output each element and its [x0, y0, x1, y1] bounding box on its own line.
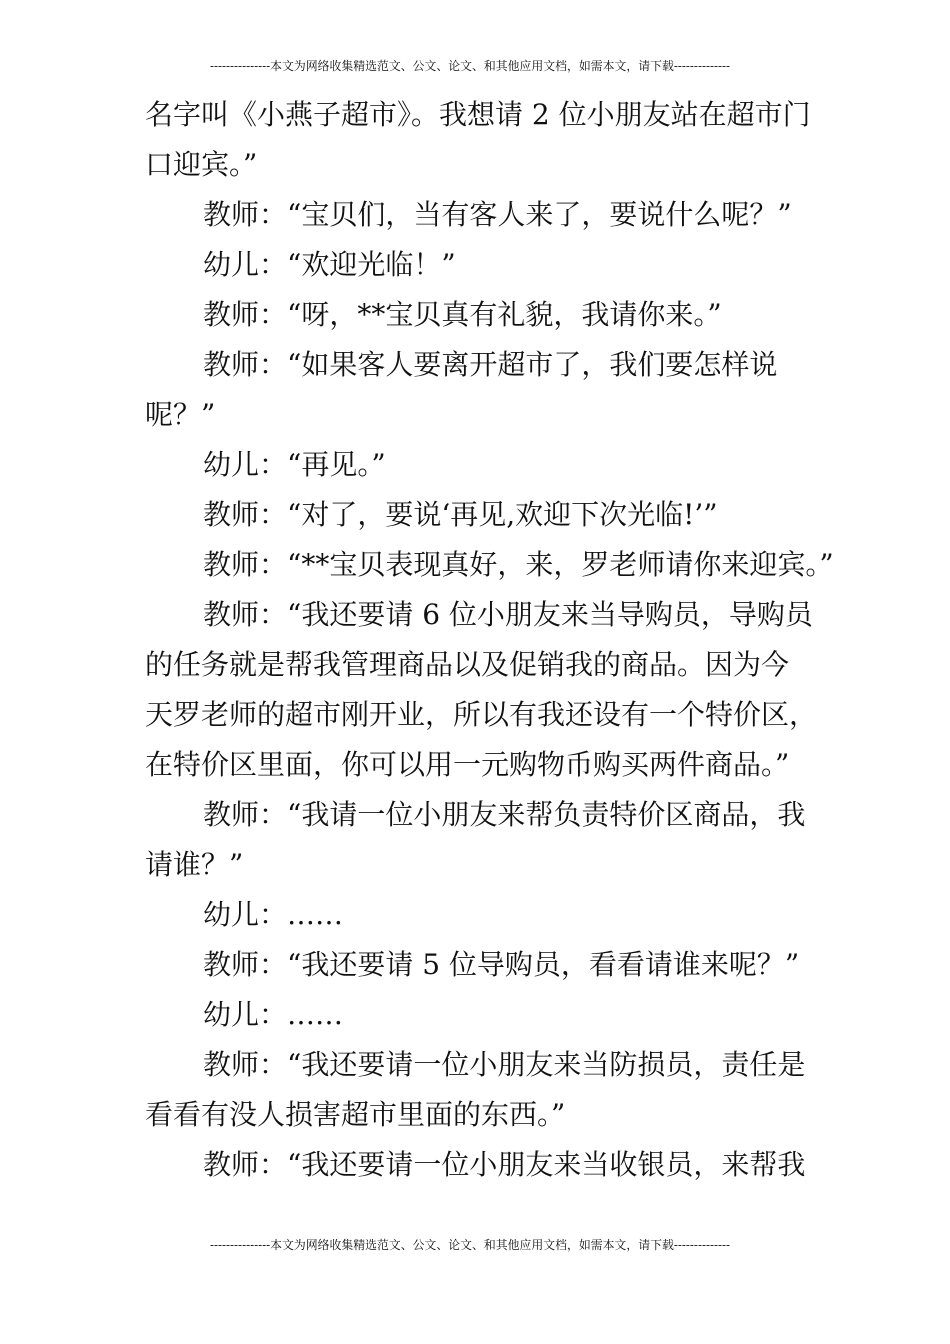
text-line: 口迎宾。”: [145, 148, 258, 181]
header-banner: ---------------本文为网络收集精选范文、公文、论文、和其他应用文档，如需本文，请下载--------------: [209, 59, 731, 73]
text-line: 呢？”: [145, 398, 216, 431]
text-line: 幼儿：“再见。”: [203, 448, 386, 481]
text-line: 教师：“我请一位小朋友来帮负责特价区商品，我: [203, 798, 806, 831]
text-line: 教师：“呀，**宝贝真有礼貌，我请你来。”: [203, 298, 722, 331]
text-line: 幼儿：……: [203, 998, 344, 1031]
text-line: 教师：“我还要请 6 位小朋友来当导购员，导购员: [203, 598, 813, 631]
text-line: 在特价区里面，你可以用一元购物币购买两件商品。”: [145, 748, 790, 781]
text-line: 请谁？”: [145, 848, 244, 881]
text-line: 教师：“对了，要说‘再见,欢迎下次光临!’”: [203, 498, 718, 531]
text-line: 看看有没人损害超市里面的东西。”: [145, 1098, 566, 1131]
text-line: 天罗老师的超市刚开业，所以有我还设有一个特价区，: [145, 698, 818, 731]
text-line: 教师：“宝贝们，当有客人来了，要说什么呢？”: [203, 198, 792, 231]
text-line: 教师：“**宝贝表现真好，来，罗老师请你来迎宾。”: [203, 548, 834, 581]
text-line: 的任务就是帮我管理商品以及促销我的商品。因为今: [145, 648, 790, 681]
text-line: 幼儿：……: [203, 898, 344, 931]
footer-banner: ---------------本文为网络收集精选范文、公文、论文、和其他应用文档，如需本文，请下载--------------: [209, 1238, 731, 1252]
text-line: 教师：“我还要请一位小朋友来当防损员，责任是: [203, 1048, 806, 1081]
text-line: 教师：“如果客人要离开超市了，我们要怎样说: [203, 348, 778, 381]
text-line: 教师：“我还要请一位小朋友来当收银员，来帮我: [203, 1148, 806, 1181]
text-line: 名字叫《小燕子超市》。我想请 2 位小朋友站在超市门: [145, 98, 811, 131]
text-line: 教师：“我还要请 5 位导购员，看看请谁来呢？”: [203, 948, 800, 981]
text-line: 幼儿：“欢迎光临！”: [203, 248, 456, 281]
